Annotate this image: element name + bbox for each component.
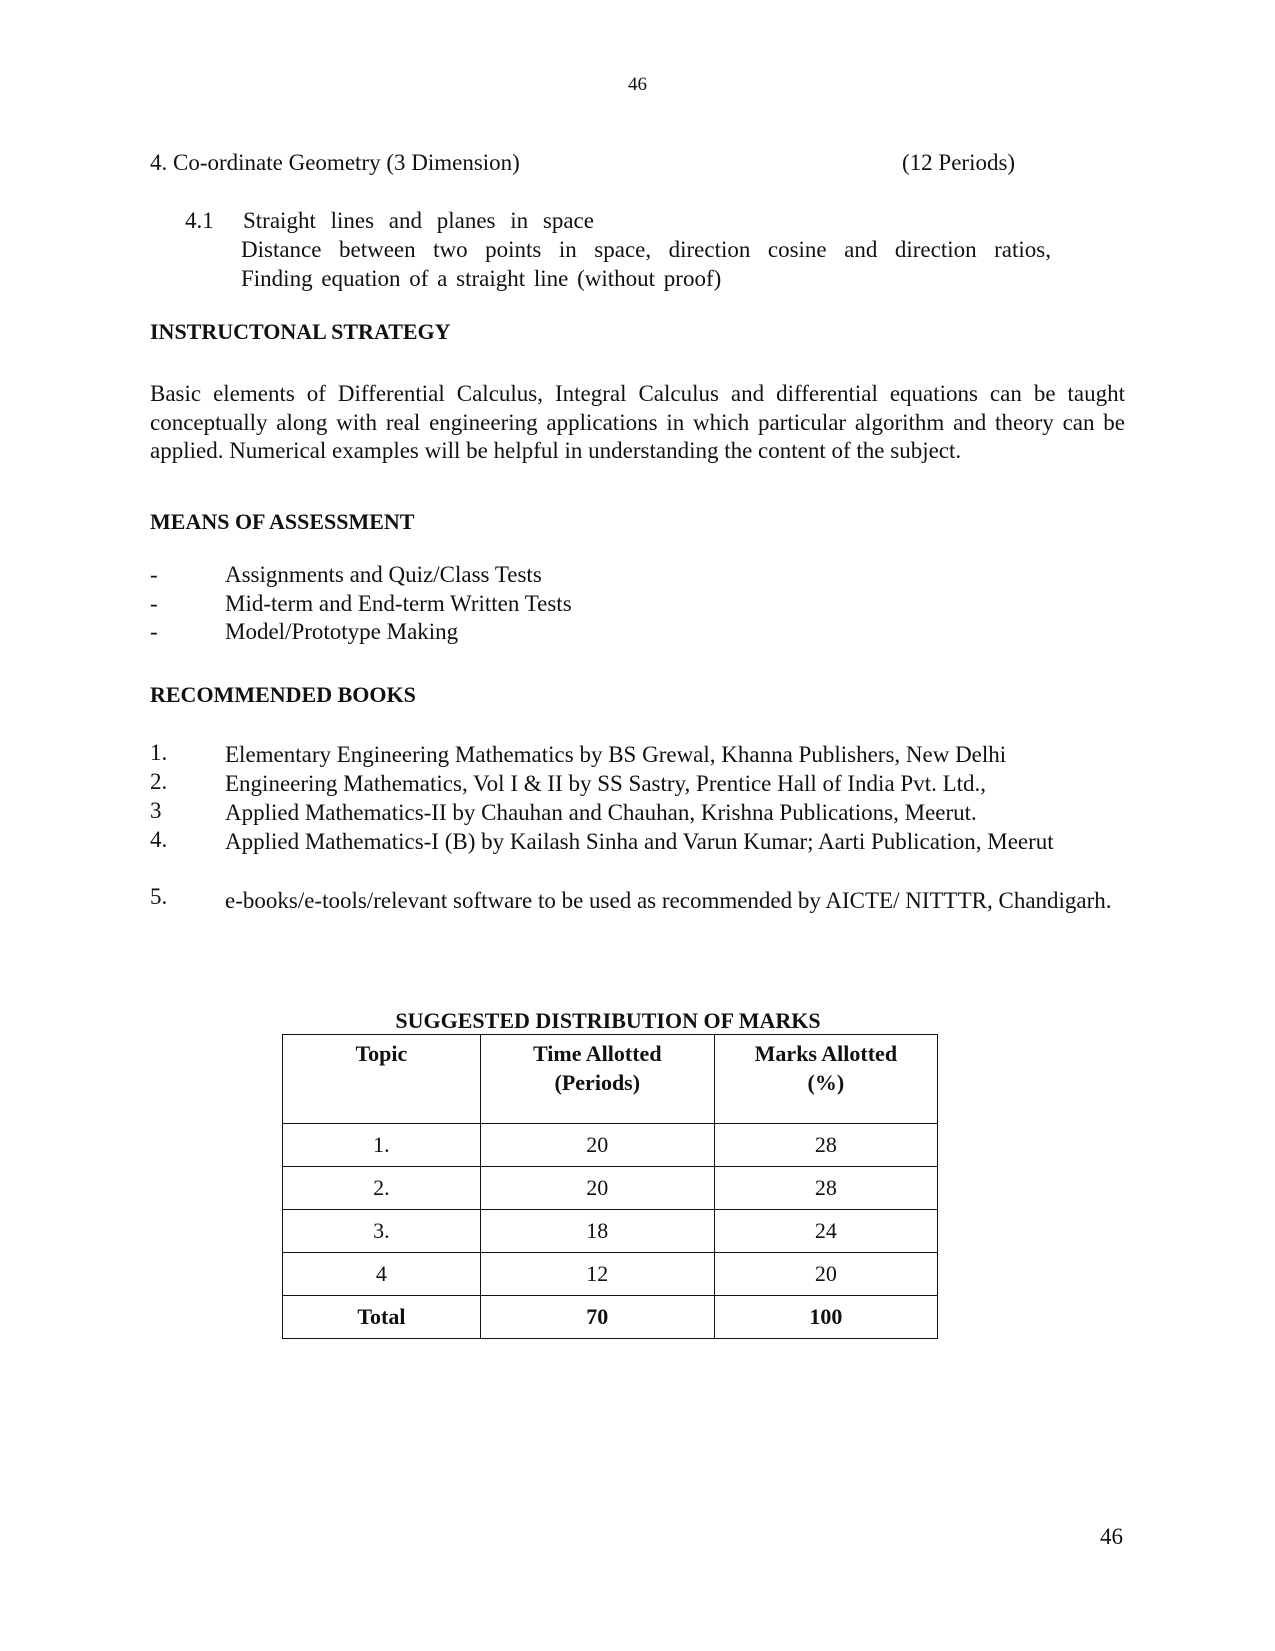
- book-number: 2.: [150, 769, 168, 794]
- page-number-top: 46: [628, 74, 647, 95]
- table-total-row: [283, 1296, 938, 1339]
- marks-table-title: SUGGESTED DISTRIBUTION OF MARKS: [395, 1008, 821, 1033]
- book-text: Elementary Engineering Mathematics by BS Grewal, Khanna Publishers, New Delhi: [225, 742, 1007, 767]
- table-row: [283, 1167, 938, 1210]
- instructional-strategy-heading: INSTRUCTONAL STRATEGY: [150, 319, 451, 344]
- table-cell: 20: [480, 1167, 714, 1210]
- table-cell: 18: [480, 1210, 714, 1253]
- bullet-dash: -: [150, 591, 158, 616]
- table-cell: 28: [714, 1167, 937, 1210]
- page-number-bottom: 46: [1100, 1524, 1123, 1549]
- section-title: 4. Co-ordinate Geometry (3 Dimension): [150, 150, 520, 175]
- books-heading: RECOMMENDED BOOKS: [150, 682, 416, 707]
- assessment-heading: MEANS OF ASSESSMENT: [150, 509, 415, 534]
- book-number: 3: [150, 798, 162, 823]
- column-header-text: Marks Allotted (%): [754, 1041, 898, 1095]
- book-number: 4.: [150, 827, 168, 852]
- assessment-item-text: Assignments and Quiz/Class Tests: [225, 562, 542, 587]
- column-header-text: Time Allotted (Periods): [533, 1041, 662, 1095]
- table-cell: 1.: [283, 1124, 481, 1167]
- book-text: Engineering Mathematics, Vol I & II by SS Sastry, Prentice Hall of India Pvt. Ltd.,: [225, 771, 987, 796]
- column-header: Topic: [283, 1035, 481, 1124]
- table-cell: 24: [714, 1210, 937, 1253]
- table-cell: 3.: [283, 1210, 481, 1253]
- table-row: [283, 1253, 938, 1296]
- table-cell: 12: [480, 1253, 714, 1296]
- book-number: 5.: [150, 884, 168, 909]
- table-cell: 70: [480, 1296, 714, 1339]
- table-header-row: [283, 1035, 938, 1124]
- book-text: Applied Mathematics-II by Chauhan and Chauhan, Krishna Publications, Meerut.: [225, 800, 977, 825]
- instructional-strategy-text: Basic elements of Differential Calculus, Integral Calculus and differential equations can be taught conceptually along with real engineering applications in which particular algorithm and theory can be applied. Numerical examples will be helpful in understanding the content of the subject.: [150, 381, 1125, 463]
- column-header: [480, 1035, 714, 1124]
- subsection-title: Straight lines and planes in space: [243, 208, 594, 233]
- table-cell: Total: [283, 1296, 481, 1339]
- book-number: 1.: [150, 740, 168, 765]
- assessment-item-text: Mid-term and End-term Written Tests: [225, 591, 572, 616]
- book-text: e-books/e-tools/relevant software to be used as recommended by AICTE/ NITTTR, Chandigarh.: [225, 888, 1112, 913]
- subsection-line-1: Distance between two points in space, direction cosine and direction ratios,: [241, 237, 1051, 262]
- section-periods: (12 Periods): [902, 150, 1016, 175]
- table-cell: 2.: [283, 1167, 481, 1210]
- table-row: [283, 1124, 938, 1167]
- subsection-line-2: Finding equation of a straight line (without proof): [241, 266, 722, 291]
- column-header: [714, 1035, 937, 1124]
- marks-table: [282, 1034, 938, 1339]
- table-cell: 28: [714, 1124, 937, 1167]
- assessment-item-text: Model/Prototype Making: [225, 619, 459, 644]
- book-text: Applied Mathematics-I (B) by Kailash Sinha and Varun Kumar; Aarti Publication, Meerut: [225, 829, 1054, 854]
- bullet-dash: -: [150, 619, 158, 644]
- table-cell: 4: [283, 1253, 481, 1296]
- table-row: [283, 1210, 938, 1253]
- table-cell: 20: [714, 1253, 937, 1296]
- table-cell: 100: [714, 1296, 937, 1339]
- subsection-number: 4.1: [185, 208, 214, 233]
- bullet-dash: -: [150, 562, 158, 587]
- table-cell: 20: [480, 1124, 714, 1167]
